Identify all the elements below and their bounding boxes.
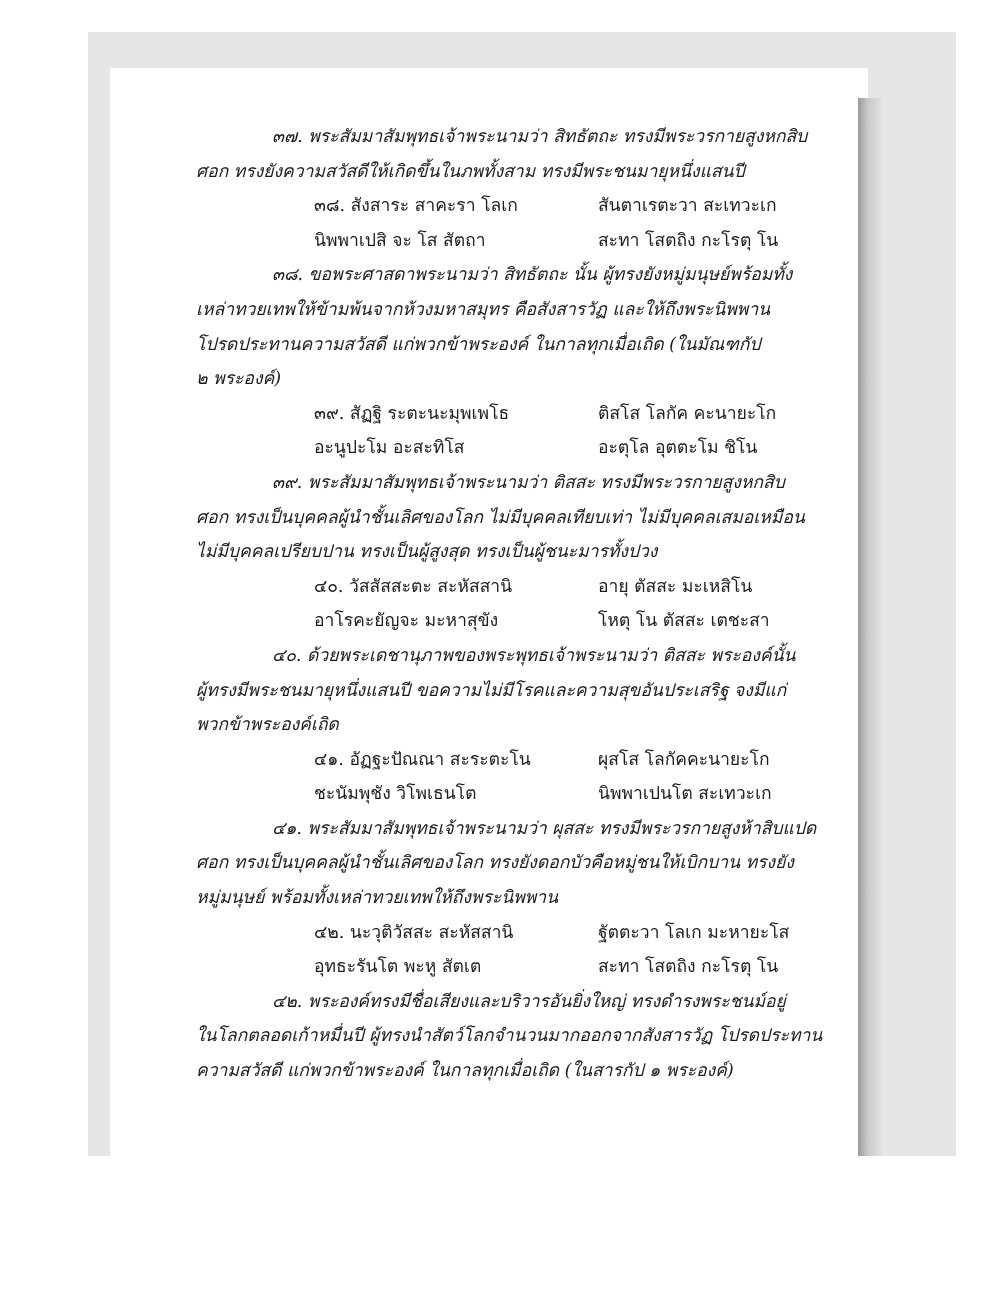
translation-paragraph-first-line: ๔๒. พระองค์ทรงมีชื่อเสียงและบริวารอันยิ่งใหญ่ ทรงดำรงพระชนม์อยู่ (272, 991, 786, 1012)
pali-verse-second-half: นิพพาเปนโต สะเทวะเก (598, 784, 772, 805)
pali-verse-first-half: อุทธะรันโต พะหู สัตเต (314, 957, 482, 978)
pali-verse-line (196, 777, 846, 812)
pali-verse-line (196, 570, 846, 605)
pali-verse-first-half: ๔๑. อัฏฐะปัณณา สะระตะโน (314, 749, 531, 770)
translation-line: ผู้ทรงมีพระชนมายุหนึ่งแสนปี ขอความไม่มีโรคและความสุขอันประเสริฐ จงมีแก่ (196, 680, 787, 701)
translation-line: พวกข้าพระองค์เถิด (196, 715, 339, 736)
pali-verse-second-half: โหตุ โน ตัสสะ เตชะสา (598, 611, 770, 632)
pali-verse-first-half: นิพพาเปสิ จะ โส สัตถา (314, 230, 486, 251)
pali-verse-second-half: อะตุโล อุตตะโม ชิโน (598, 438, 758, 459)
pali-verse-second-half: อายุ ตัสสะ มะเหสิโน (598, 576, 753, 597)
translation-line: โปรดประทานความสวัสดี แก่พวกข้าพระองค์ ในกาลทุกเมื่อเถิด (ในมัณฑกัป (196, 334, 761, 355)
pali-verse-line (196, 397, 846, 432)
pali-verse-second-half: ติสโส โลกัค คะนายะโก (598, 403, 777, 424)
pali-verse-first-half: อาโรคะยัญจะ มะหาสุขัง (314, 611, 499, 632)
translation-paragraph-first-line: ๔๑. พระสัมมาสัมพุทธเจ้าพระนามว่า ผุสสะ ทรงมีพระวรกายสูงห้าสิบแปด (272, 818, 817, 839)
translation-paragraph-first-line: ๓๘. ขอพระศาสดาพระนามว่า สิทธัตถะ นั้น ผู้ทรงยังหมู่มนุษย์พร้อมทั้ง (272, 265, 793, 286)
pali-verse-first-half: อะนูปะโม อะสะทิโส (314, 438, 465, 459)
pali-verse-first-half: ๓๘. สังสาระ สาคะรา โลเก (314, 196, 518, 217)
translation-paragraph-first-line: ๔๐. ด้วยพระเดชานุภาพของพระพุทธเจ้าพระนามว่า ติสสะ พระองค์นั้น (272, 645, 796, 666)
pali-verse-line (196, 743, 846, 778)
pali-verse-second-half: ผุสโส โลกัคคะนายะโก (598, 749, 770, 770)
translation-line: หมู่มนุษย์ พร้อมทั้งเหล่าทวยเทพให้ถึงพระนิพพาน (196, 888, 559, 909)
page-binding-shadow (858, 98, 882, 1156)
pali-verse-second-half: สะทา โสตถิง กะโรตุ โน (598, 957, 779, 978)
pali-verse-line (196, 431, 846, 466)
page-text (196, 120, 846, 1089)
pali-verse-first-half: ชะนัมพุชัง วิโพเธนโต (314, 784, 477, 805)
translation-paragraph-first-line: ๓๗. พระสัมมาสัมพุทธเจ้าพระนามว่า สิทธัตถะ ทรงมีพระวรกายสูงหกสิบ (272, 127, 808, 147)
pali-verse-second-half: สะทา โสตถิง กะโรตุ โน (598, 230, 779, 251)
translation-line: ๒ พระองค์) (196, 369, 282, 390)
pali-verse-line (196, 224, 846, 259)
translation-paragraph-first-line: ๓๙. พระสัมมาสัมพุทธเจ้าพระนามว่า ติสสะ ทรงมีพระวรกายสูงหกสิบ (272, 472, 785, 493)
translation-line: ศอก ทรงเป็นบุคคลผู้นำชั้นเลิศของโลก ทรงยังดอกบัวคือหมู่ชนให้เบิกบาน ทรงยัง (196, 853, 794, 874)
pali-verse-line (196, 950, 846, 985)
pali-verse-first-half: ๔๒. นะวุติวัสสะ สะหัสสานิ (314, 922, 514, 943)
pali-verse-second-half: ฐัตตะวา โลเก มะหายะโส (598, 922, 790, 943)
pali-verse-second-half: สันตาเรตะวา สะเทวะเก (598, 196, 777, 217)
pali-verse-line (196, 916, 846, 951)
pali-verse-line (196, 189, 846, 224)
pali-verse-first-half: ๓๙. สัฏฐิ ระตะนะมุพเพโธ (314, 403, 510, 424)
translation-line: ศอก ทรงเป็นบุคคลผู้นำชั้นเลิศของโลก ไม่มีบุคคลเทียบเท่า ไม่มีบุคคลเสมอเหมือน (196, 507, 805, 528)
translation-line: ไม่มีบุคคลเปรียบปาน ทรงเป็นผู้สูงสุด ทรงเป็นผู้ชนะมารทั้งปวง (196, 542, 658, 563)
pali-verse-line (196, 604, 846, 639)
translation-line: ในโลกตลอดเก้าหมื่นปี ผู้ทรงนำสัตว์โลกจำนวนมากออกจากสังสารวัฏ โปรดประทาน (196, 1026, 823, 1047)
translation-line: เหล่าทวยเทพให้ข้ามพ้นจากห้วงมหาสมุทร คือสังสารวัฏ และให้ถึงพระนิพพาน (196, 299, 771, 320)
pali-verse-first-half: ๔๐. วัสสัสสะตะ สะหัสสานิ (314, 576, 513, 597)
translation-line: ศอก ทรงยังความสวัสดีให้เกิดขึ้นในภพทั้งสาม ทรงมีพระชนมายุหนึ่งแสนปี (196, 161, 745, 182)
translation-line: ความสวัสดี แก่พวกข้าพระองค์ ในกาลทุกเมื่อเถิด (ในสารกัป ๑ พระองค์) (196, 1061, 734, 1082)
